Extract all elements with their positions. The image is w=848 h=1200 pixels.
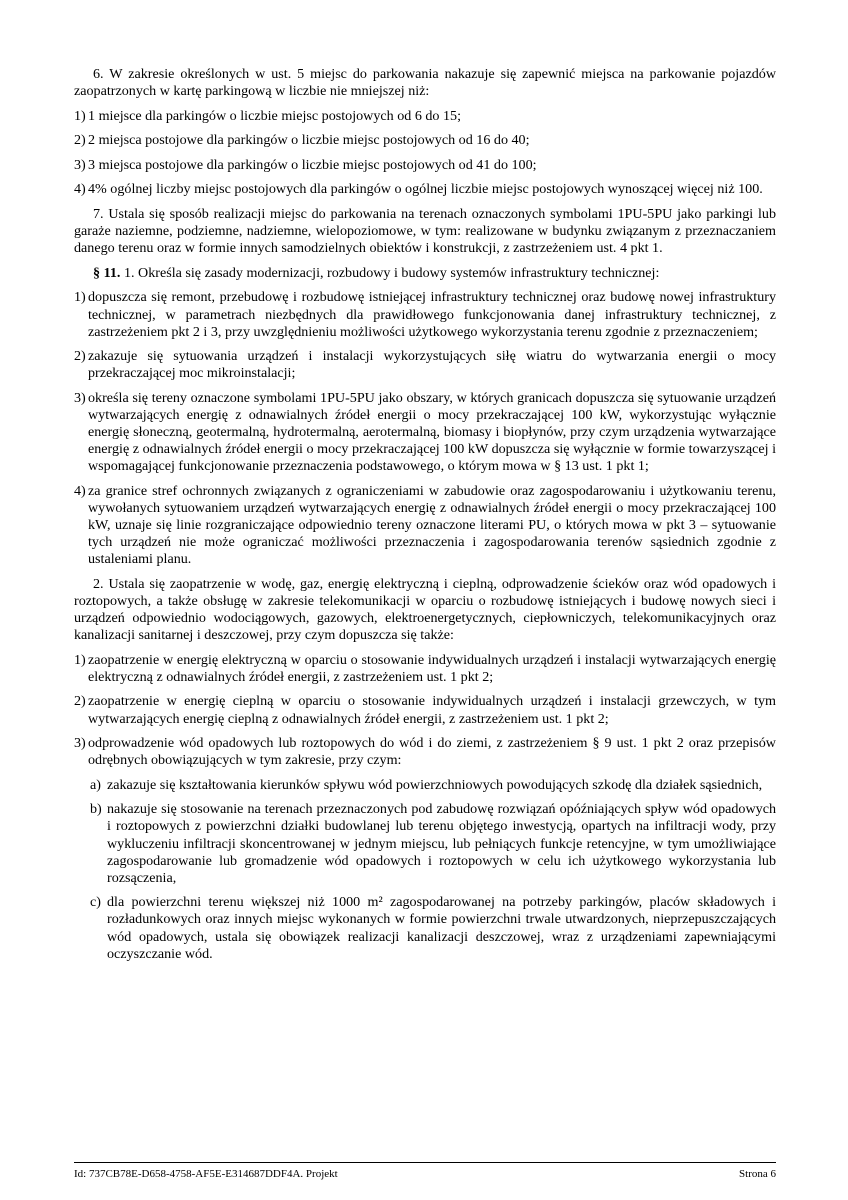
paragraph-6: 6. W zakresie określonych w ust. 5 miejsc do parkowania nakazuje się zapewnić miejsca na parkowanie pojazdów zaopatrzonych w kartę parkingową w liczbie nie mniejszej niż: <box>74 66 776 100</box>
item-text: określa się tereny oznaczone symbolami 1PU-5PU jako obszary, w których granicach dopuszcza się sytuowanie urządzeń wytwarzających energię z odnawialnych źródeł energii o mocy przekraczającej 100 kW, wykorzystując wyłącznie energię słoneczną, geotermalną, hydrotermalną, aerotermalną, biomasy i biopłynów, przy czym urządzenia wytwarzające energię z odnawialnych źródeł energii o mocy przekraczającej 100 kW dopuszcza się wyłącznie w formie towarzyszącej i wspomagającej funkcjonowanie przeznaczenia podstawowego, o którym mowa w § 13 ust. 1 pkt 1; <box>88 389 776 475</box>
item-number: 1) <box>74 651 86 668</box>
list-item <box>74 181 776 198</box>
list-item <box>74 157 776 174</box>
item-text: zaopatrzenie w energię elektryczną w oparciu o stosowanie indywidualnych urządzeń i instalacji wytwarzających energię elektryczną z odnawialnych źródeł energii, z zastrzeżeniem ust. 1 pkt 2; <box>88 651 776 685</box>
item-number: 2) <box>74 348 86 365</box>
list-item <box>74 348 776 382</box>
p2-list <box>74 652 776 770</box>
s11-list <box>74 289 776 568</box>
paragraph-7: 7. Ustala się sposób realizacji miejsc do parkowania na terenach oznaczonych symbolami 1PU-5PU jako parkingi lub garaże naziemne, podziemne, nadziemne, wielopoziomowe, w tym: realizowane w budynku związanym z przeznaczaniem danego terenu oraz w formie innych samodzielnych obiektów i konstrukcji, z zastrzeżeniem ust. 4 pkt 1. <box>74 206 776 257</box>
item-text: 1 miejsce dla parkingów o liczbie miejsc postojowych od 6 do 15; <box>88 107 462 124</box>
item-text: 2 miejsca postojowe dla parkingów o liczbie miejsc postojowych od 16 do 40; <box>88 132 530 149</box>
item-number: 1) <box>74 289 86 306</box>
list-item <box>74 735 776 769</box>
item-number: 4) <box>74 482 86 499</box>
document-id: Id: 737CB78E-D658-4758-AF5E-E314687DDF4A. Projekt <box>74 1168 338 1180</box>
item-number: 2) <box>74 132 86 149</box>
sub-list-item <box>90 801 776 886</box>
sub-list-item <box>90 894 776 962</box>
item-text: odprowadzenie wód opadowych lub roztopowych do wód i do ziemi, z zastrzeżeniem § 9 ust. 1 pkt 2 oraz przepisów odrębnych obowiązujących w tym zakresie, przy czym: <box>88 735 776 769</box>
item-number: 4) <box>74 181 86 198</box>
page-footer <box>74 1162 776 1180</box>
list-item <box>74 652 776 686</box>
item-number: 1) <box>74 107 86 124</box>
item-number: 3) <box>74 389 86 406</box>
section-mark: § 11. <box>93 264 121 281</box>
list-item <box>74 483 776 568</box>
page-number: Strona 6 <box>739 1168 776 1180</box>
sub-item-letter: a) <box>90 776 101 793</box>
item-number: 3) <box>74 156 86 173</box>
sub-item-letter: c) <box>90 894 101 911</box>
sub-item-letter: b) <box>90 801 102 818</box>
sub-list-item <box>90 777 776 794</box>
item-text: za granice stref ochronnych związanych z ograniczeniami w zabudowie oraz zagospodarowaniu i użytkowaniu terenu, wywołanych sytuowaniem urządzeń wytwarzających energię z odnawialnych źródeł energii o mocy przekraczającej 100 kW, uznaje się linie rozgraniczające odpowiednio tereny oznaczone literami PU, o których mowa w pkt 3 – sytuowanie tych urządzeń nie może ograniczać możliwości przeznaczenia i zagospodarowania terenów sąsiednich zgodnie z ustaleniami planu. <box>88 482 776 568</box>
item-text: dopuszcza się remont, przebudowę i rozbudowę istniejącej infrastruktury technicznej oraz budowę nowej infrastruktury technicznej, w parametrach niezbędnych dla prawidłowego funkcjonowania danej infrastruktury technicznej, z zastrzeżeniem pkt 2 i 3, przy uwzględnieniu możliwości użytkowego wykorzystania terenu zgodnie z przeznaczeniem; <box>88 289 776 340</box>
sub-item-text: nakazuje się stosowanie na terenach przeznaczonych pod zabudowę rozwiązań opóźniających spływ wód opadowych i roztopowych z powierzchni działki budowlanej lub terenu objętego inwestycją, opartych na infiltracji wody, przy wykluczeniu infiltracji skoncentrowanej w jednym miejscu, lub pełniących funkcje retencyjne, w tym umożliwiające zagospodarowanie lub gromadzenie wód opadowych i roztopowych w celu ich użytkowego wykorzystania lub rozsączenia, <box>107 801 776 886</box>
list-item <box>74 108 776 125</box>
list-item <box>74 390 776 475</box>
item-text: zakazuje się sytuowania urządzeń i instalacji wykorzystujących siłę wiatru do wytwarzania energii o mocy przekraczającej moc mikroinstalacji; <box>88 348 776 382</box>
section-11-text: 1. Określa się zasady modernizacji, rozbudowy i budowy systemów infrastruktury technicznej: <box>120 264 660 281</box>
item-text: 4% ogólnej liczby miejsc postojowych dla parkingów o ogólnej liczbie miejsc postojowych wynoszącej więcej niż 100. <box>88 181 763 198</box>
section-11-heading <box>74 265 776 282</box>
p6-list <box>74 108 776 199</box>
item-text: zaopatrzenie w energię cieplną w oparciu o stosowanie indywidualnych urządzeń i instalacji grzewczych, w tym wytwarzających energię cieplną z odnawialnych źródeł energii, z zastrzeżeniem ust. 1 pkt 2; <box>88 693 776 727</box>
item-text: 3 miejsca postojowe dla parkingów o liczbie miejsc postojowych od 41 do 100; <box>88 156 537 173</box>
paragraph-2: 2. Ustala się zaopatrzenie w wodę, gaz, energię elektryczną i cieplną, odprowadzenie ścieków oraz wód opadowych i roztopowych, a także obsługę w zakresie telekomunikacji w oparciu o rozbudowę istniejących i budowę nowych sieci i urządzeń odpowiednio wodociągowych, gazowych, elektroenergetycznych, ciepłowniczych, telekomunikacyjnych oraz kanalizacji sanitarnej i deszczowej, przy czym dopuszcza się także: <box>74 575 776 644</box>
list-item <box>74 693 776 727</box>
document-body <box>74 66 776 970</box>
sub-item-text: dla powierzchni terenu większej niż 1000 m² zagospodarowanej na potrzeby parkingów, placów składowych i rozładunkowych oraz innych miejsc wykonanych w formie powierzchni trwale utwardzonych, nieprzepuszczających wód opadowych, ustala się obowiązek realizacji kanalizacji deszczowej, wraz z urządzeniami zapewniającymi oczyszczanie wód. <box>107 894 776 962</box>
list-item <box>74 132 776 149</box>
sub-item-text: zakazuje się kształtowania kierunków spływu wód powierzchniowych powodujących szkodę dla działek sąsiednich, <box>107 776 763 793</box>
item-number: 3) <box>74 735 86 752</box>
item-number: 2) <box>74 693 86 710</box>
p2-sublist <box>74 777 776 963</box>
list-item <box>74 289 776 340</box>
